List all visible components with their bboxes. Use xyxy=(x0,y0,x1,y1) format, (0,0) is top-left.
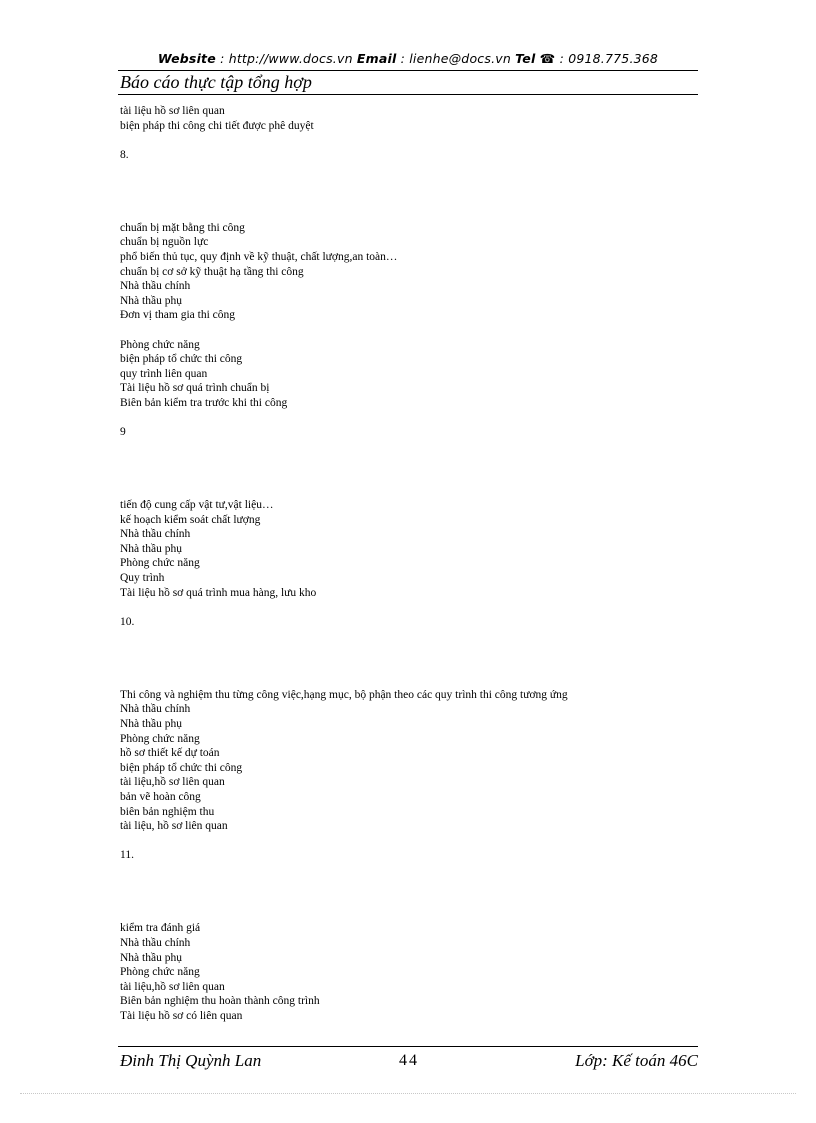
section-intro xyxy=(120,104,700,133)
footer-class: Lớp: Kế toán 46C xyxy=(575,1051,698,1070)
text-line: Tài liệu hồ sơ quá trình chuẩn bị xyxy=(120,382,270,395)
text-line: bản vẽ hoàn công xyxy=(120,790,201,803)
text-line: biện pháp tổ chức thi công xyxy=(120,353,243,366)
text-line: Nhà thầu phụ xyxy=(120,294,182,307)
text-line: Nhà thầu chính xyxy=(120,528,191,541)
text-line: Biên bản nghiệm thu hoàn thành công trình xyxy=(120,995,320,1008)
text-line: Nhà thầu phụ xyxy=(120,542,182,555)
footer-author: Đinh Thị Quỳnh Lan xyxy=(120,1051,262,1070)
section-10 xyxy=(120,688,700,834)
text-line: Biên bản kiểm tra trước khi thi công xyxy=(120,396,288,409)
document-body xyxy=(120,104,700,1023)
text-line: tài liệu hồ sơ liên quan xyxy=(120,105,225,117)
text-line: Phòng chức năng xyxy=(120,732,200,745)
text-line: quy trình liên quan xyxy=(120,367,208,380)
tel-label: Tel xyxy=(515,51,536,66)
section-9 xyxy=(120,498,700,600)
text-line: Quy trình xyxy=(120,572,165,585)
website-label: Website xyxy=(157,51,216,66)
text-line: Thi công và nghiệm thu từng công việc,hạng mục, bộ phận theo các quy trình thi công tương ứng xyxy=(120,688,568,701)
section-11 xyxy=(120,921,700,1023)
text-line: tài liệu,hồ sơ liên quan xyxy=(120,980,225,993)
text-line: Phòng chức năng xyxy=(120,966,200,979)
text-line: tiến độ cung cấp vật tư,vật liệu… xyxy=(120,499,274,512)
text-line: phổ biến thủ tục, quy định về kỹ thuật, chất lượng,an toàn… xyxy=(120,250,398,263)
text-line: Phòng chức năng xyxy=(120,338,200,351)
email-label: Email xyxy=(356,51,397,66)
email-value[interactable]: : lienhe@docs.vn xyxy=(400,51,511,66)
page-edge-divider xyxy=(20,1093,796,1094)
text-line: Tài liệu hồ sơ có liên quan xyxy=(120,1009,243,1022)
text-line: chuẩn bị cơ sở kỹ thuật hạ tầng thi công xyxy=(120,265,304,278)
website-url[interactable]: : http://www.docs.vn xyxy=(220,51,353,66)
text-line: Đơn vị tham gia thi công xyxy=(120,309,235,322)
text-line: biên bản nghiệm thu xyxy=(120,805,215,818)
text-line: Tài liệu hồ sơ quá trình mua hàng, lưu kho xyxy=(120,586,317,599)
text-line: Phòng chức năng xyxy=(120,557,200,570)
page-number: 44 xyxy=(399,1052,419,1069)
section-number: 11. xyxy=(120,849,134,862)
header-rule-bottom xyxy=(118,94,698,95)
document-title: Báo cáo thực tập tổng hợp xyxy=(120,72,312,92)
text-line: tài liệu,hồ sơ liên quan xyxy=(120,776,225,789)
website-header xyxy=(0,51,816,66)
text-line: Nhà thầu phụ xyxy=(120,717,182,730)
section-number: 10. xyxy=(120,615,135,628)
text-line: kiểm tra đánh giá xyxy=(120,922,201,935)
text-line: Nhà thầu chính xyxy=(120,936,191,949)
text-line: Nhà thầu chính xyxy=(120,703,191,716)
footer-rule xyxy=(118,1046,698,1047)
text-line: biện pháp thi công chi tiết được phê duyệt xyxy=(120,119,314,132)
text-line: biện pháp tổ chức thi công xyxy=(120,761,243,774)
tel-value: : 0918.775.368 xyxy=(559,51,659,66)
text-line: Nhà thầu phụ xyxy=(120,951,182,964)
section-number: 9 xyxy=(120,426,126,439)
text-line: kế hoạch kiểm soát chất lượng xyxy=(120,513,261,526)
text-line: chuẩn bị mặt bằng thi công xyxy=(120,221,245,234)
text-line: Nhà thầu chính xyxy=(120,280,191,293)
text-line: tài liệu, hồ sơ liên quan xyxy=(120,820,228,833)
text-line: hồ sơ thiết kế dự toán xyxy=(120,747,220,760)
text-line: chuẩn bị nguồn lực xyxy=(120,236,209,249)
section-8 xyxy=(120,221,700,411)
section-number: 8. xyxy=(120,148,129,161)
phone-icon: ☎ xyxy=(539,51,556,66)
